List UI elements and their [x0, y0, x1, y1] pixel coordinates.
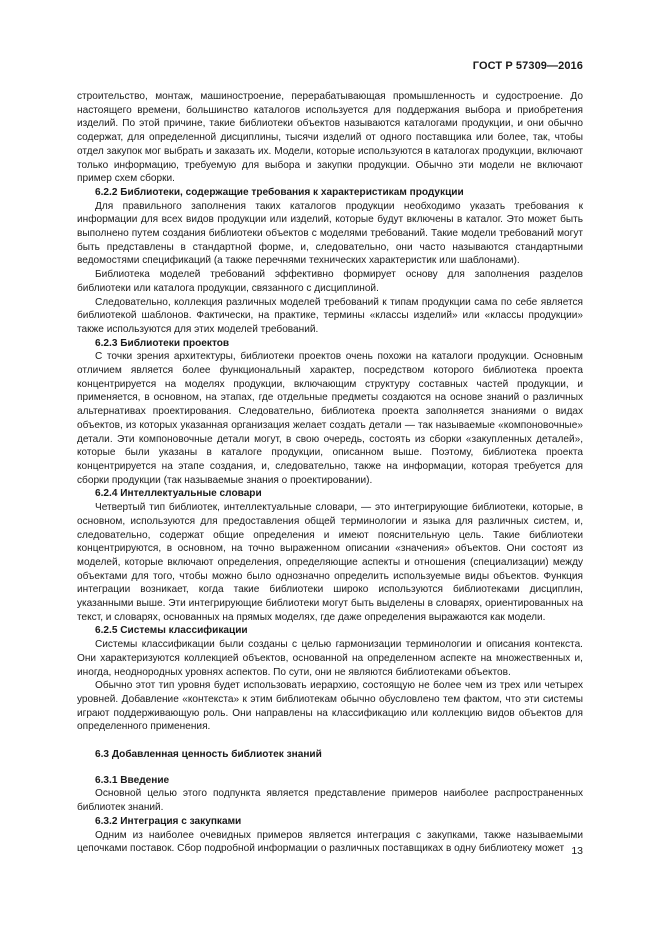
- section-heading: 6.2.5 Системы классификации: [95, 625, 248, 637]
- paragraph: Для правильного заполнения таких каталогов продукции необходимо указать требования к информации для всех видов продукции или изделий, которые будут включены в каталог. Это может быть выполнено путем создания библиотеки объектов с моделями требований. Такие модели требований могут быть представлены в стандартной форме, и, следовательно, они часто называются стандартными ведомостями спецификаций (а также перечнями технических характеристик или шаблонами).: [77, 200, 583, 267]
- section-heading: 6.3.2 Интеграция с закупками: [95, 815, 242, 827]
- paragraph: Следовательно, коллекция различных моделей требований к типам продукции сама по себе является библиотекой шаблонов. Фактически, на практике, термины «классы изделий» или «классы продукции» также используются для этих моделей требований.: [77, 296, 583, 335]
- section-heading: 6.2.4 Интеллектуальные словари: [95, 488, 262, 500]
- paragraph: Четвертый тип библиотек, интеллектуальные словари, — это интегрирующие библиотеки, которые, в основном, используются для предоставления общей терминологии и языка для различных систем, и, следовательно, содержат общие определения и имеют пояснительную цель. Такие библиотеки концентрируются, в основном, на точно выраженном описании «значения» объектов. Они состоят из моделей, которые включают определения, определяющие аспекты и отношения (специализации) между объектами для того, чтобы можно было однозначно определить используемые виды объектов. Функция интеграции возникает, когда такие библиотеки широко используются библиотеками дисциплин, указанными выше. Эти интегрирующие библиотеки могут быть выделены в словарях, ориентированных на текст, и словарях, основанных на прямых моделях, где даже определения выражаются как модели.: [77, 502, 583, 623]
- paragraph: Системы классификации были созданы с целью гармонизации терминологии и описания контекста. Они характеризуются коллекцией объектов, основанной на определенном аспекте на множественных и, иногда, неоднородных уровнях аспектов. По сути, они не являются библиотеками объектов.: [77, 639, 583, 678]
- paragraph: Библиотека моделей требований эффективно формирует основу для заполнения разделов библиотеки или каталога продукции, связанного с дисциплиной.: [77, 269, 583, 294]
- chapter-heading: 6.3 Добавленная ценность библиотек знаний: [95, 749, 322, 761]
- paragraph: Одним из наиболее очевидных примеров является интеграция с закупками, также называемыми цепочками поставок. Сбор подробной информации о различных поставщиках в одну библиотеку может: [77, 829, 583, 855]
- paragraph: Основной целью этого подпункта является представление примеров наиболее распространенных библиотек знаний.: [77, 788, 583, 814]
- section-heading: 6.3.1 Введение: [95, 774, 170, 786]
- paragraph: строительство, монтаж, машиностроение, перерабатывающая промышленность и судостроение. До настоящего времени, большинство каталогов используется для поддержания выбора и приобретения изделий. По этой причине, такие библиотеки объектов называются каталогами продукции, и они обычно содержат, для определенной дисциплины, тысячи изделий от одного поставщика или более, так, чтобы отдел закупок мог выбрать и заказать их. Модели, которые используются в каталогах продукции, включают только информацию, требуемую для выбора и закупки продукции. Обычно эти модели не включают пример схем сборки.: [77, 91, 583, 185]
- section-heading: 6.2.3 Библиотеки проектов: [95, 337, 230, 349]
- paragraph: Обычно этот тип уровня будет использовать иерархию, состоящую не более чем из трех или четырех уровней. Добавление «контекста» к этим библиотекам обычно обусловлено тем фактом, что эти системы играют поддерживающую роль. Они направлены на классификацию или коллекцию видов объектов для определенного применения.: [77, 680, 583, 733]
- page-number: 13: [571, 845, 583, 857]
- document-body: [77, 90, 583, 856]
- section-heading: 6.2.2 Библиотеки, содержащие требования к характеристикам продукции: [95, 186, 464, 198]
- document-code: ГОСТ Р 57309—2016: [472, 60, 583, 72]
- paragraph: С точки зрения архитектуры, библиотеки проектов очень похожи на каталоги продукции. Основным отличием является более функциональный характер, посредством которого библиотека проекта концентрируется на моделях продукции, включающим структуру составных частей продукции, и применяется, в основном, на этапах, где отдельные предметы создаются на основе знаний о различных альтернативах проектирования. Следовательно, библиотека проекта заполняется знаниями о видах объектов, из которых указанная организация желает создать детали — так называемые «компоновочные» детали. Эти компоновочные детали могут, в свою очередь, состоять из сборки «закупленных деталей», которые были указаны в каталоге продукции, описанном выше. Поэтому, библиотека проекта концентрируется на этапе создания, и, следовательно, также на информации, которая требуется для сборки продукции (так называемые знания о проектировании).: [77, 351, 583, 486]
